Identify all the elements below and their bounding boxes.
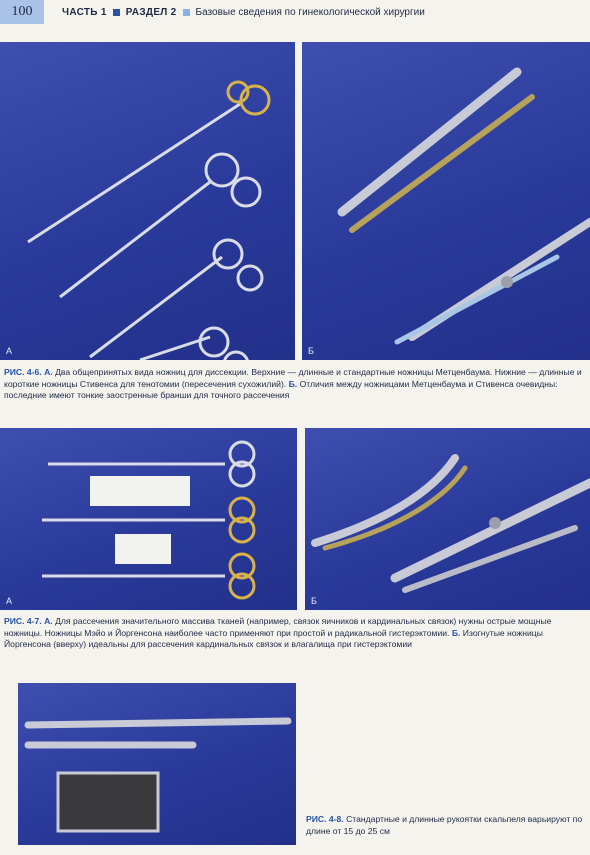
figure-4-7-photo-a	[0, 428, 297, 610]
caption-label: РИС. 4-6.	[4, 367, 42, 377]
figure-4-6-photo-a	[0, 42, 295, 360]
scissors-illustration	[0, 428, 297, 610]
panel-label-a: А	[6, 596, 13, 606]
scissors-detail-illustration	[305, 428, 590, 610]
caption-text: Для рассечения значительного массива тканей (например, связок яичников и кардинальных связок) нужны острые мощные ножницы. Ножницы Мэйо и Йоргенсона наиболее часто применяют при простой и радикальной гистерэктомии.	[4, 616, 552, 638]
chapter-title: Базовые сведения по гинекологической хирургии	[195, 6, 425, 18]
scalpel-handles-illustration	[18, 683, 296, 845]
caption-label-a: А.	[44, 616, 53, 626]
section-label: РАЗДЕЛ 2	[125, 6, 177, 18]
scissors-illustration	[0, 42, 295, 360]
page-number: 100	[0, 0, 44, 24]
caption-label: РИС. 4-8.	[306, 814, 344, 824]
caption-text: Стандартные и длинные рукоятки скальпеля варьируют по длине от 15 до 25 см	[306, 814, 583, 836]
caption-label: РИС. 4-7.	[4, 616, 42, 626]
square-bullet-icon	[113, 9, 120, 16]
figure-4-7-caption	[4, 616, 586, 651]
caption-label-b: Б.	[288, 378, 298, 389]
figure-4-8-photo	[18, 683, 296, 845]
panel-label-b: Б	[308, 346, 314, 356]
caption-text: Два общепринятых вида ножниц для диссекции. Верхние — длинные и стандартные ножницы Метценбаума. Нижние — длинные и короткие ножницы Стивенса для тенотомии (пересечения сухожилий).	[4, 367, 582, 389]
figure-4-7-photo-b	[305, 428, 590, 610]
caption-text: Отличия между ножницами Метценбаума и Стивенса очевидны: последние имеют тонкие заостренные бранши для точного рассечения	[4, 378, 558, 400]
figure-4-6-photo-b	[302, 42, 590, 360]
running-header	[0, 0, 590, 24]
caption-label-b: Б.	[451, 627, 461, 638]
panel-label-a: А	[6, 346, 13, 356]
breadcrumb	[62, 7, 425, 18]
part-label: ЧАСТЬ 1	[62, 6, 107, 18]
caption-text: Изогнутые ножницы Йоргенсона (вверху) идеальны для рассечения кардинальных связок и влагалища при гистерэктомии	[4, 627, 543, 649]
square-bullet-icon	[183, 9, 190, 16]
caption-label-a: А.	[44, 367, 53, 377]
figure-4-6-caption	[4, 367, 586, 402]
scissors-detail-illustration	[302, 42, 590, 360]
figure-4-8-caption	[306, 814, 586, 837]
panel-label-b: Б	[311, 596, 317, 606]
